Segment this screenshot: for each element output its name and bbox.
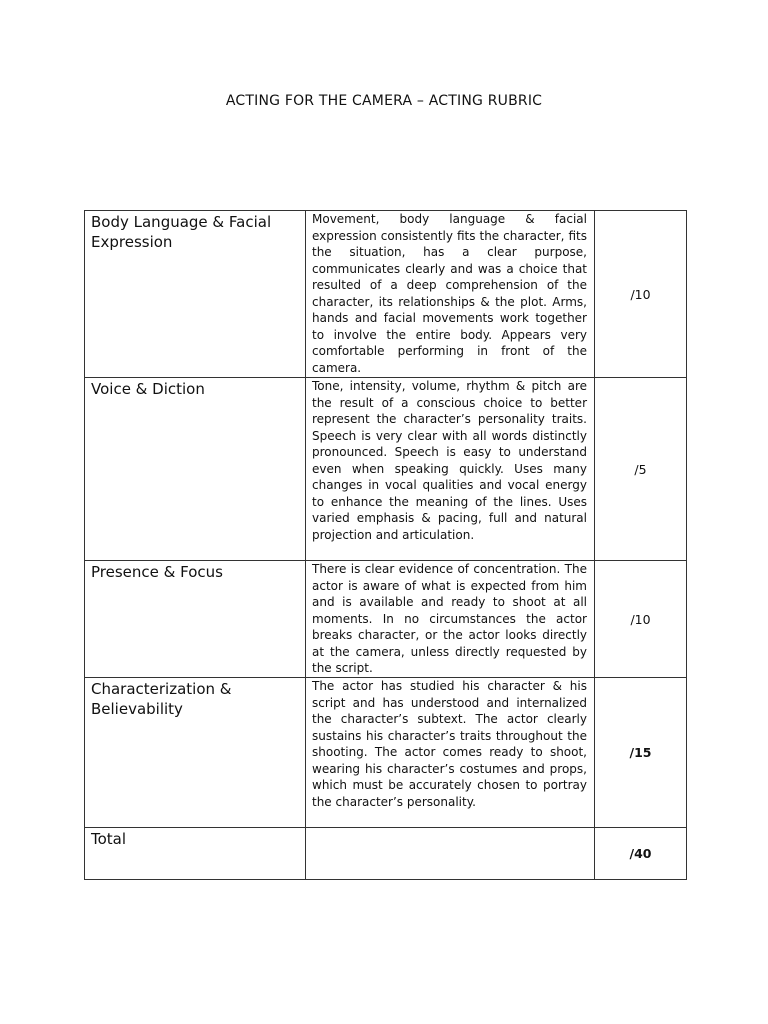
total-description <box>306 828 595 880</box>
criterion-name: Characterization & Believability <box>85 678 306 828</box>
criterion-score: /15 <box>595 678 687 828</box>
criterion-description: There is clear evidence of concentration. The actor is aware of what is expected from him and is available and ready to shoot at all moments. In no circumstances the actor breaks character, or the actor looks directly at the camera, unless directly requested by the script. <box>306 561 595 678</box>
criterion-name: Presence & Focus <box>85 561 306 678</box>
criterion-description: The actor has studied his character & his script and has understood and internalized the character’s subtext. The actor clearly sustains his character’s traits throughout the shooting. The actor comes ready to shoot, wearing his character’s costumes and props, which must be accurately chosen to portray the character’s personality. <box>306 678 595 828</box>
criterion-description: Movement, body language & facial expression consistently fits the character, fits the situation, has a clear purpose, communicates clearly and was a choice that resulted of a deep comprehension of the character, its relationships & the plot. Arms, hands and facial movements work together to involve the entire body. Appears very comfortable performing in front of the camera. <box>306 211 595 378</box>
total-row <box>85 828 687 880</box>
table-row <box>85 378 687 561</box>
total-score: /40 <box>595 828 687 880</box>
criterion-score: /10 <box>595 561 687 678</box>
criterion-description: Tone, intensity, volume, rhythm & pitch are the result of a conscious choice to better represent the character’s personality traits. Speech is very clear with all words distinctly pronounced. Speech is easy to understand even when speaking quickly. Uses many changes in vocal qualities and vocal energy to enhance the meaning of the lines. Uses varied emphasis & pacing, full and natural projection and articulation. <box>306 378 595 561</box>
criterion-name: Body Language & Facial Expression <box>85 211 306 378</box>
criterion-name: Voice & Diction <box>85 378 306 561</box>
table-row <box>85 561 687 678</box>
criterion-score: /10 <box>595 211 687 378</box>
table-row <box>85 678 687 828</box>
criterion-score: /5 <box>595 378 687 561</box>
table-row <box>85 211 687 378</box>
total-label: Total <box>85 828 306 880</box>
rubric-table <box>84 210 687 880</box>
page-title: ACTING FOR THE CAMERA – ACTING RUBRIC <box>225 93 543 109</box>
